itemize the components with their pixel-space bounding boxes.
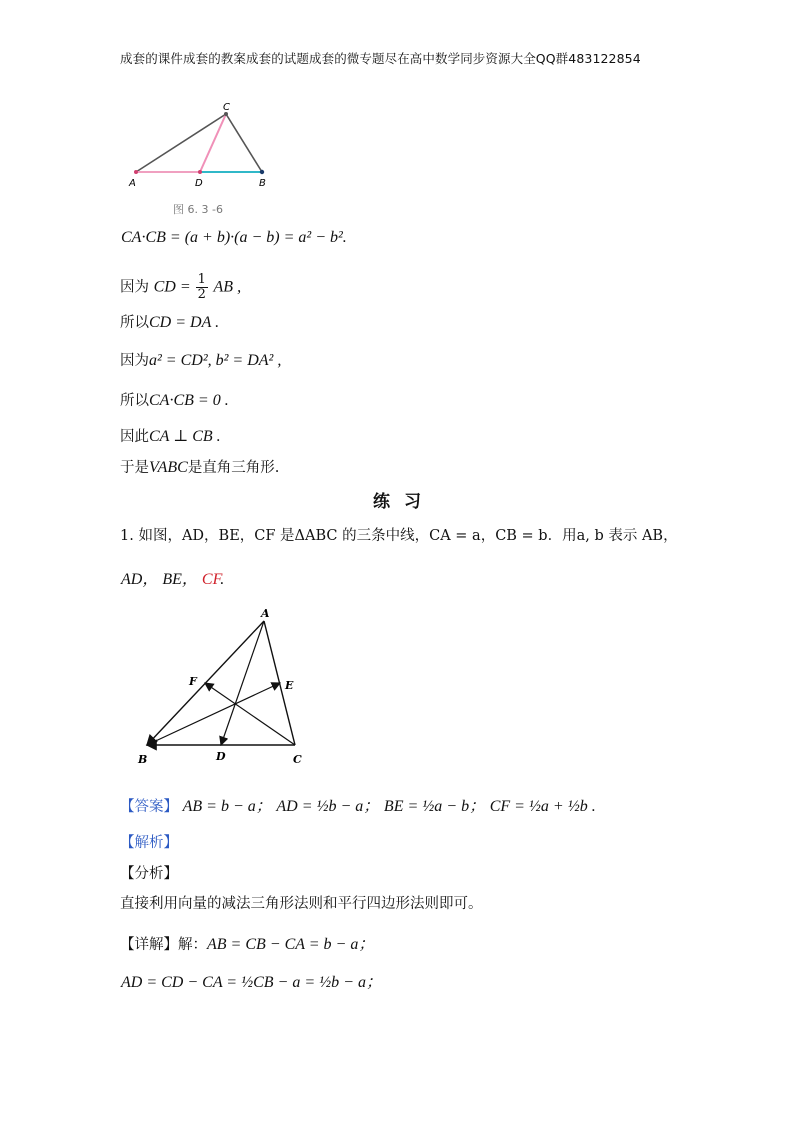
svg-text:E: E [285, 679, 294, 692]
svg-text:F: F [189, 675, 197, 688]
svg-text:D: D [216, 750, 226, 763]
label-c: C [223, 102, 230, 113]
detail-tag: 【详解】解： [120, 937, 207, 953]
svg-text:C: C [293, 753, 302, 766]
figure-caption: 图 6. 3 -6 [173, 203, 223, 216]
label-b: B [259, 178, 266, 189]
section-title: 练习 [373, 492, 435, 512]
analysis-tag: 【解析】 [120, 835, 178, 851]
proof-line-3: 所以CD = DA . [120, 314, 220, 331]
answer-tag: 【答案】 [120, 799, 178, 815]
svg-text:B: B [138, 753, 148, 766]
proof-line-7: 于是VABC是直角三角形. [120, 459, 280, 476]
fenxi-text: 直接利用向量的减法三角形法则和平行四边形法则即可。 [120, 896, 483, 912]
proof-line-4: 因为a² = CD², b² = DA² , [120, 352, 282, 369]
proof-line-6: 因此CA ⊥ CB . [120, 428, 221, 445]
detail-line-2: AD = CD − CA = ½CB − a = ½b − a； [121, 974, 382, 991]
label-a: A [129, 178, 136, 189]
figure-triangle-medians [130, 605, 320, 775]
proof-eq1: CA·CB = (a + b)·(a − b) = a² − b². [121, 229, 347, 246]
answer-line: 【答案】 AB = b − a； AD = ½b − a； BE = ½a − b； CF = ½a + ½b . [120, 798, 596, 815]
svg-text:A: A [261, 607, 270, 620]
proof-line-2: 因为 CD = $\frac{1}{2}$ AB , [120, 272, 242, 302]
proof-line-5: 所以CA·CB = 0 . [120, 392, 229, 409]
label-d: D [195, 178, 203, 189]
figure-triangle-abcd [120, 96, 290, 221]
exercise-line-1: 1. 如图，AD，BE，CF 是ΔABC 的三条中线，CA = a，CB = b．用a, b 表示 AB， [120, 528, 678, 544]
highlight-cf: CF [201, 571, 221, 588]
fenxi-tag: 【分析】 [120, 866, 178, 882]
exercise-line-2: AD， BE， CF. [121, 571, 225, 588]
edge-cb [226, 114, 262, 172]
page-header: 成套的课件成套的教案成套的试题成套的微专题尽在高中数学同步资源大全QQ群483122854 [120, 51, 641, 66]
detail-line-1: 【详解】解：AB = CB − CA = b − a； [120, 936, 375, 953]
